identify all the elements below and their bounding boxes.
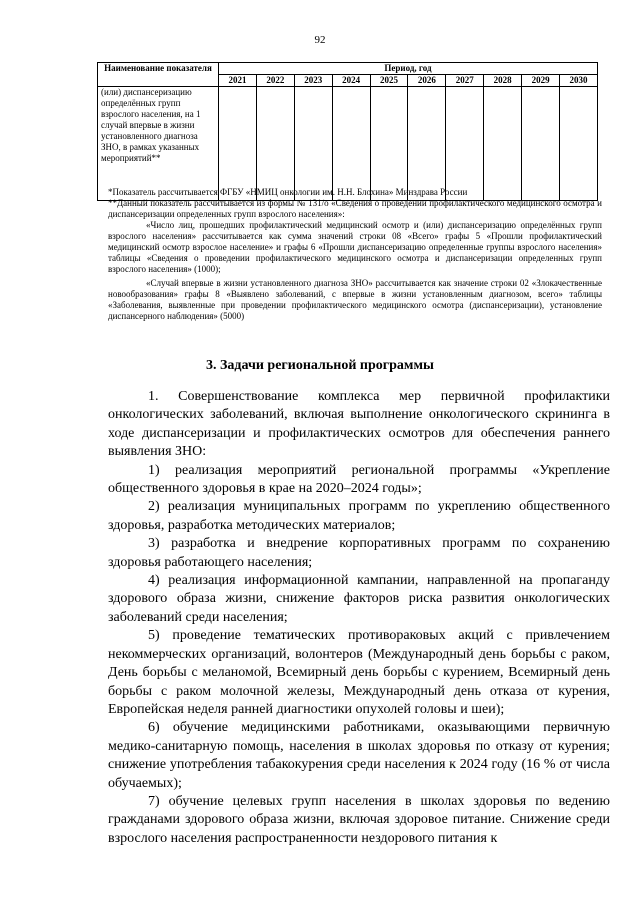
- period-header: Период, год: [219, 63, 598, 75]
- footnote: *Показатель рассчитывается ФГБУ «НМИЦ онкологии им. Н.Н. Блохина» Минздрава России: [108, 187, 468, 197]
- year-header: 2023: [294, 75, 332, 87]
- value-cell: [446, 87, 484, 201]
- year-header: 2026: [408, 75, 446, 87]
- value-cell: [370, 87, 408, 201]
- table-header-row: [98, 63, 598, 75]
- paragraph: 2) реализация муниципальных программ по укреплению общественного здоровья, разработка методических материалов;: [108, 499, 610, 533]
- indicator-name-cell: (или) диспансеризацию определённых групп взрослого населения, на 1 случай впервые в жизни установленного диагноза ЗНО, в рамках указанных мероприятий**: [98, 87, 219, 201]
- paragraph: 7) обучение целевых групп населения в школах здоровья по ведению гражданами здорового образа жизни, включая здоровое питание. Снижение среди взрослого населения распространенности нездорового питания к: [108, 793, 610, 846]
- paragraph: 6) обучение медицинскими работниками, оказывающими первичную медико-санитарную помощь, населения в школах здоровья по отказу от курения; снижение употребления табакокурения среди населения к 2024 году (16 % от числа обучаемых);: [108, 720, 610, 791]
- value-cell: [408, 87, 446, 201]
- value-cell: [332, 87, 370, 201]
- year-header: 2027: [446, 75, 484, 87]
- year-header: 2022: [256, 75, 294, 87]
- paragraph: 5) проведение тематических противораковых акций с привлечением некоммерческих организаций, волонтеров (Международный день борьбы с раком, День борьбы с меланомой, Всемирный день борьбы с курением, Всемирный день борьбы с раком молочной железы, Международный день отказа от курения, Европейская неделя ранней диагностики опухолей головы и шеи);: [108, 628, 610, 717]
- period-table: [97, 62, 598, 201]
- table-row: [98, 87, 598, 201]
- footnote: **Данный показатель рассчитывается из формы № 131/о «Сведения о проведении профилактического медицинского осмотра и диспансеризации определенных групп взрослого населения»:: [108, 198, 602, 219]
- value-cell: [522, 87, 560, 201]
- value-cell: [484, 87, 522, 201]
- value-cell: [560, 87, 598, 201]
- paragraph: 1. Совершенствование комплекса мер первичной профилактики онкологических заболеваний, включая выполнение онкологического скрининга в ходе диспансеризации и профилактических осмотров для обеспечения раннего выявления ЗНО:: [108, 389, 610, 460]
- year-header: 2024: [332, 75, 370, 87]
- footnotes: [108, 187, 602, 322]
- name-column-header: Наименование показателя: [98, 63, 219, 87]
- paragraph: 1) реализация мероприятий региональной программы «Укрепление общественного здоровья в крае на 2020–2024 годы»;: [108, 462, 610, 497]
- year-header: 2028: [484, 75, 522, 87]
- footnote: «Случай впервые в жизни установленного диагноза ЗНО» рассчитывается как значение строки 02 «Злокачественные новообразования» графы 8 «Выявлено заболеваний, с впервые в жизни установленным диагнозом, всего» таблицы «Заболевания, выявленные при проведении профилактического медицинского осмотра (диспансеризации), установление диспансерного наблюдения» (5000): [108, 278, 602, 321]
- year-header: 2025: [370, 75, 408, 87]
- value-cell: [219, 87, 257, 201]
- paragraph: 4) реализация информационной кампании, направленной на пропаганду здорового образа жизни, снижение факторов риска развития онкологических заболеваний среди населения;: [108, 573, 610, 625]
- paragraph: 3) разработка и внедрение корпоративных программ по сохранению здоровья работающего населения;: [108, 536, 610, 570]
- year-header: 2030: [560, 75, 598, 87]
- value-cell: [294, 87, 332, 201]
- year-header: 2029: [522, 75, 560, 87]
- body-text: [108, 388, 610, 848]
- value-cell: [256, 87, 294, 201]
- page-number: 92: [314, 34, 326, 46]
- section-title: 3. Задачи региональной программы: [206, 358, 434, 373]
- year-header: 2021: [219, 75, 257, 87]
- footnote: «Число лиц, прошедших профилактический медицинский осмотр и (или) диспансеризацию определённых групп взрослого населения» рассчитывается как сумма значений строки 08 «Всего» графы 5 «Прошли профилактический медицинский осмотр взрослое население» и графы 6 «Прошли диспансеризацию определенные группы взрослого населения» таблицы «Сведения о проведении профилактического медицинского осмотра и диспансеризации определенных групп взрослого населения» (1000);: [108, 220, 602, 274]
